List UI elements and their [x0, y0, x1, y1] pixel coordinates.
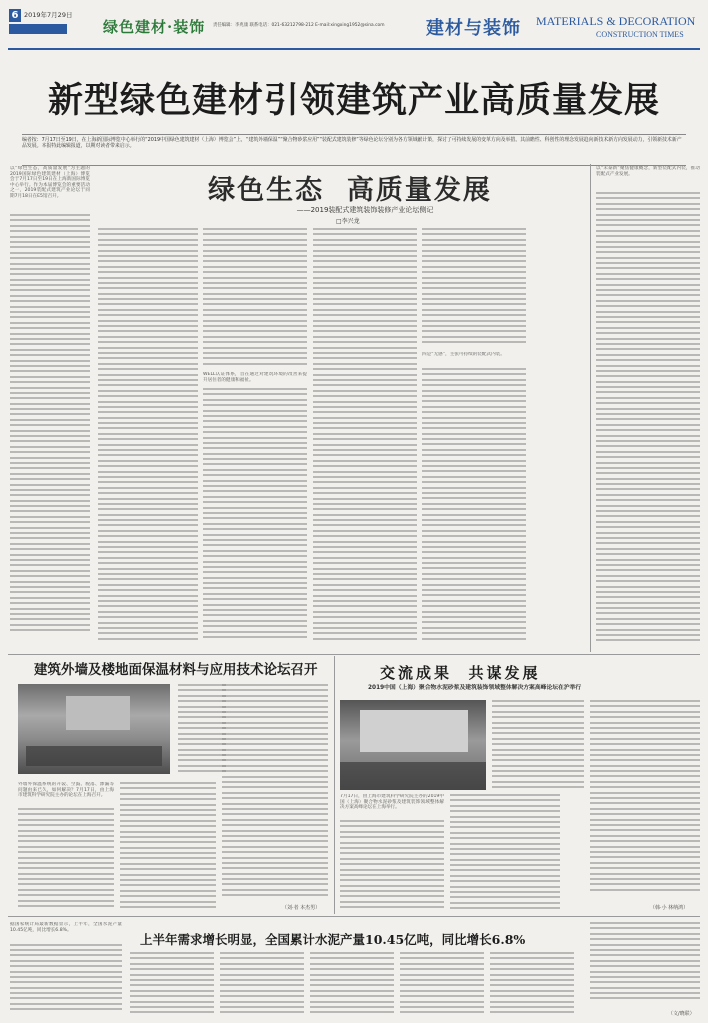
- article3-subtitle: 2019中国（上海）聚合物水泥砂浆及建筑装饰领域整体解决方案高峰论坛在沪举行: [368, 685, 582, 691]
- a1-col6-text: [596, 192, 700, 650]
- paper-logo-small: [9, 24, 67, 34]
- a1-col6-lead: 以“禾泰新”聚焦健康概念，新型装配式内装，推动装配式产业发展。: [596, 166, 700, 177]
- english-title-line2: CONSTRUCTION TIMES: [596, 30, 684, 39]
- article3-title: 交流成果 共谋发展: [380, 664, 541, 682]
- forum-photo-presentation: [340, 700, 486, 790]
- a3-col3-text: [590, 700, 700, 900]
- a3-byline: （韩·小 林纳鸿）: [650, 905, 689, 911]
- a1-col1-lead: 以“绿色生态，高质量发展”为主题的2019国际绿色建筑建材（上海）博览会于7月17日至19日在上海新国际博览中心举行。作为本届博览会的重要活动之一，2019装配式建筑产业论坛于同期7月18日在E5馆召开。: [10, 166, 90, 199]
- a1-col3-text-top: [203, 228, 307, 368]
- a1-col5-text-top: [422, 228, 526, 348]
- main-headline: 新型绿色建材引领建筑产业高质量发展: [47, 80, 660, 121]
- issue-date: 2019年7月29日: [24, 11, 73, 19]
- a4-byline: （文/晓联）: [668, 1011, 695, 1017]
- a4-col2-text: [220, 952, 304, 1016]
- masthead-rule: [8, 48, 700, 50]
- a1-col5-fragment: 四是“无感”，主张可持续的装配式内装。: [422, 352, 505, 357]
- a4-col4-text: [400, 952, 484, 1016]
- a2-col1-text: [18, 808, 114, 912]
- feature-title: 绿色生态 高质量发展: [208, 175, 492, 206]
- page-number: 6: [9, 9, 21, 22]
- a2-byline: （刘·者 本杰男）: [282, 905, 321, 911]
- feature-subtitle: ——2019装配式建筑装饰装修产业论坛侧记: [296, 206, 434, 214]
- a1-col5-text-bottom: [422, 368, 526, 648]
- a2-a3-rule: [334, 656, 335, 914]
- a1-col3-text-bottom: [203, 388, 307, 648]
- a1-col1-text: [10, 214, 90, 644]
- masthead: [8, 8, 700, 54]
- article2-title: 建筑外墙及楼地面保温材料与应用技术论坛召开: [34, 662, 318, 678]
- a4-col5-text: [490, 952, 574, 1016]
- a1-col2-text: [98, 228, 198, 648]
- editor-info: 责任编辑：李兆康 联系电话：021-63212798-212 E-mail:xingxing1952@sina.com: [213, 23, 385, 28]
- section-divider-1: [8, 654, 700, 655]
- editor-note: 编者按：7月17日至19日，在上海新国际博览中心举行的“2019中国绿色建筑建材（上海）博览会”上，“建筑外墙保温”“聚合物砂浆应用”“装配式建筑装修”等绿色论坛分别为各方领域献计策，探讨了可持续发展的变革方向及举措。其前瞻性、科创性的理念发展趋向新技术新方向发展动力，引领新技术新产品发展。本报特此编辑报道，以期对读者带来启示。: [22, 134, 686, 166]
- a4-col6-text: [590, 922, 700, 1008]
- forum-photo-stage: [18, 684, 170, 774]
- section-divider-2: [8, 916, 700, 917]
- a1-column-rule: [590, 164, 591, 652]
- a3-lead: 7月17日，由上海市建筑科学研究院主办的2019中国（上海）聚合物水泥砂浆及建筑装饰领域整体解决方案高峰论坛在上海举行。: [340, 794, 444, 811]
- a4-lead: 据国家统计局最新数据显示，上半年，全国水泥产量10.45亿吨，同比增长6.8%。: [10, 922, 122, 944]
- feature-byline: □李兴龙: [336, 218, 360, 225]
- a2-col3-text: [222, 684, 328, 904]
- a1-col4-text: [313, 228, 417, 648]
- section-right-title: 建材与装饰: [426, 18, 521, 39]
- a3-col1-text: [340, 820, 444, 914]
- a2-lead: 外墙外保温系统的开裂、空鼓、脱落、渗漏等问题由来已久，如何解决？7月17日，由上海市建筑科学研究院主办的论坛在上海召开。: [18, 782, 114, 799]
- a3-col2-text: [450, 794, 560, 914]
- a3-col-mid-top: [492, 700, 584, 790]
- a4-col1-text: [130, 952, 214, 1016]
- a2-col-right-top: [178, 684, 226, 778]
- article4-title: 上半年需求增长明显，全国累计水泥产量10.45亿吨，同比增长6.8%: [140, 932, 526, 947]
- a2-col2-text: [120, 782, 216, 912]
- english-title-line1: MATERIALS & DECORATION: [536, 14, 696, 28]
- a1-col3-fragment: WELL认证体系，旨在通过对建筑环境的改善来提升居住者的健康和福祉。: [203, 372, 307, 383]
- section-left-title: 绿色建材·装饰: [103, 18, 206, 36]
- a4-col3-text: [310, 952, 394, 1016]
